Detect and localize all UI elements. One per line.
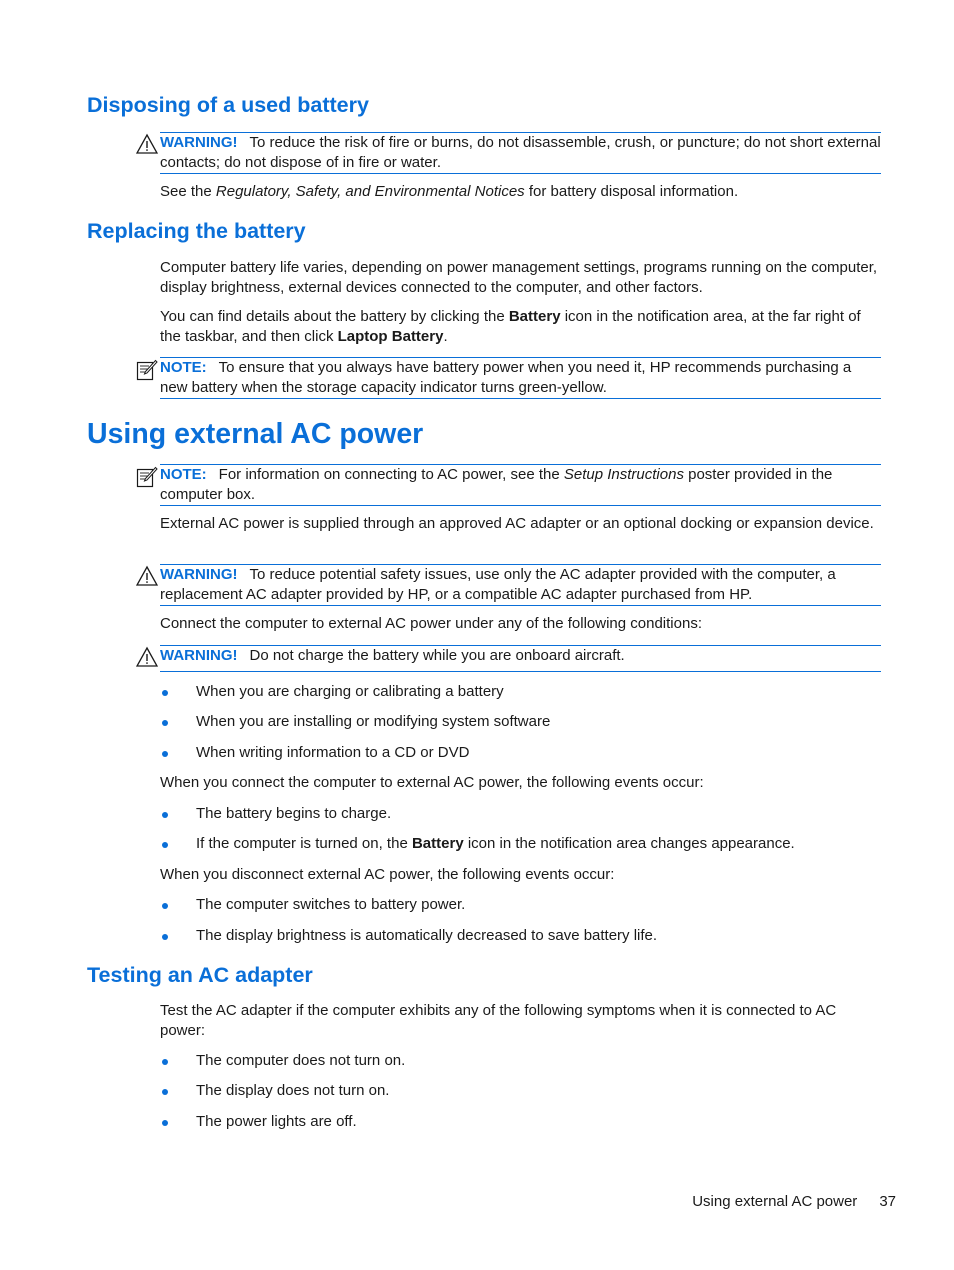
warning-ac-adapter [160, 564, 881, 606]
warning-icon [136, 565, 158, 587]
warning-aircraft [160, 645, 881, 672]
heading-replacing-battery: Replacing the battery [87, 219, 306, 243]
heading-external-ac-power: Using external AC power [87, 418, 424, 450]
bullet-icon [162, 903, 168, 909]
footer-section-title: Using external AC power [692, 1193, 858, 1210]
bullet-icon [162, 720, 168, 726]
bullet-icon [162, 934, 168, 940]
testing-intro-paragraph: Test the AC adapter if the computer exhibits any of the following symptoms when it is connected to AC power: [160, 1002, 837, 1039]
warning-text: To reduce the risk of fire or burns, do not disassemble, crush, or puncture; do not short external contacts; do not dispose of in fire or water. [160, 134, 881, 171]
bullet-icon [162, 1120, 168, 1126]
note-text: To ensure that you always have battery power when you need it, HP recommends purchasing a new battery when the storage capacity indicator turns green-yellow. [160, 359, 852, 396]
bullet-icon [162, 1089, 168, 1095]
disconnect-events-paragraph: When you disconnect external AC power, the following events occur: [160, 866, 615, 883]
warning-text: Do not charge the battery while you are onboard aircraft. [249, 647, 625, 664]
bullet-icon [162, 1059, 168, 1065]
warning-label: WARNING! [160, 566, 238, 583]
bullet-icon [162, 842, 168, 848]
connect-events-paragraph: When you connect the computer to external AC power, the following events occur: [160, 774, 704, 791]
connect-conditions-paragraph: Connect the computer to external AC power under any of the following conditions: [160, 615, 702, 632]
note-icon [136, 466, 158, 488]
warning-label: WARNING! [160, 134, 238, 151]
ac-supply-paragraph: External AC power is supplied through an approved AC adapter or an optional docking or expansion device. [160, 515, 874, 532]
note-icon [136, 359, 158, 381]
bullet-icon [162, 812, 168, 818]
note-replacing [160, 357, 881, 399]
warning-text: To reduce potential safety issues, use only the AC adapter provided with the computer, a replacement AC adapter provided by HP, or a compatible AC adapter purchased from HP. [160, 566, 836, 603]
note-label: NOTE: [160, 359, 207, 376]
page-number: 37 [879, 1193, 896, 1210]
page-footer [692, 1192, 896, 1212]
disposal-notice-paragraph: See the Regulatory, Safety, and Environmental Notices for battery disposal information. [160, 183, 739, 200]
warning-label: WARNING! [160, 647, 238, 664]
note-ac-power: NOTE: For information on connecting to AC power, see the Setup Instructions poster provided in the computer box. [160, 464, 881, 506]
warning-icon [136, 646, 158, 668]
heading-testing-ac-adapter: Testing an AC adapter [87, 963, 313, 987]
warning-disposing [160, 132, 881, 174]
bullet-icon [162, 690, 168, 696]
battery-details-paragraph: You can find details about the battery by clicking the Battery icon in the notification area, at the far right of the taskbar, and then click Laptop Battery. [160, 308, 861, 345]
bullet-icon [162, 751, 168, 757]
battery-life-paragraph: Computer battery life varies, depending on power management settings, programs running on the computer, display brightness, external devices connected to the computer, and other factors. [160, 259, 878, 296]
heading-disposing-battery: Disposing of a used battery [87, 93, 369, 117]
warning-icon [136, 133, 158, 155]
note-label: NOTE: [160, 466, 207, 483]
